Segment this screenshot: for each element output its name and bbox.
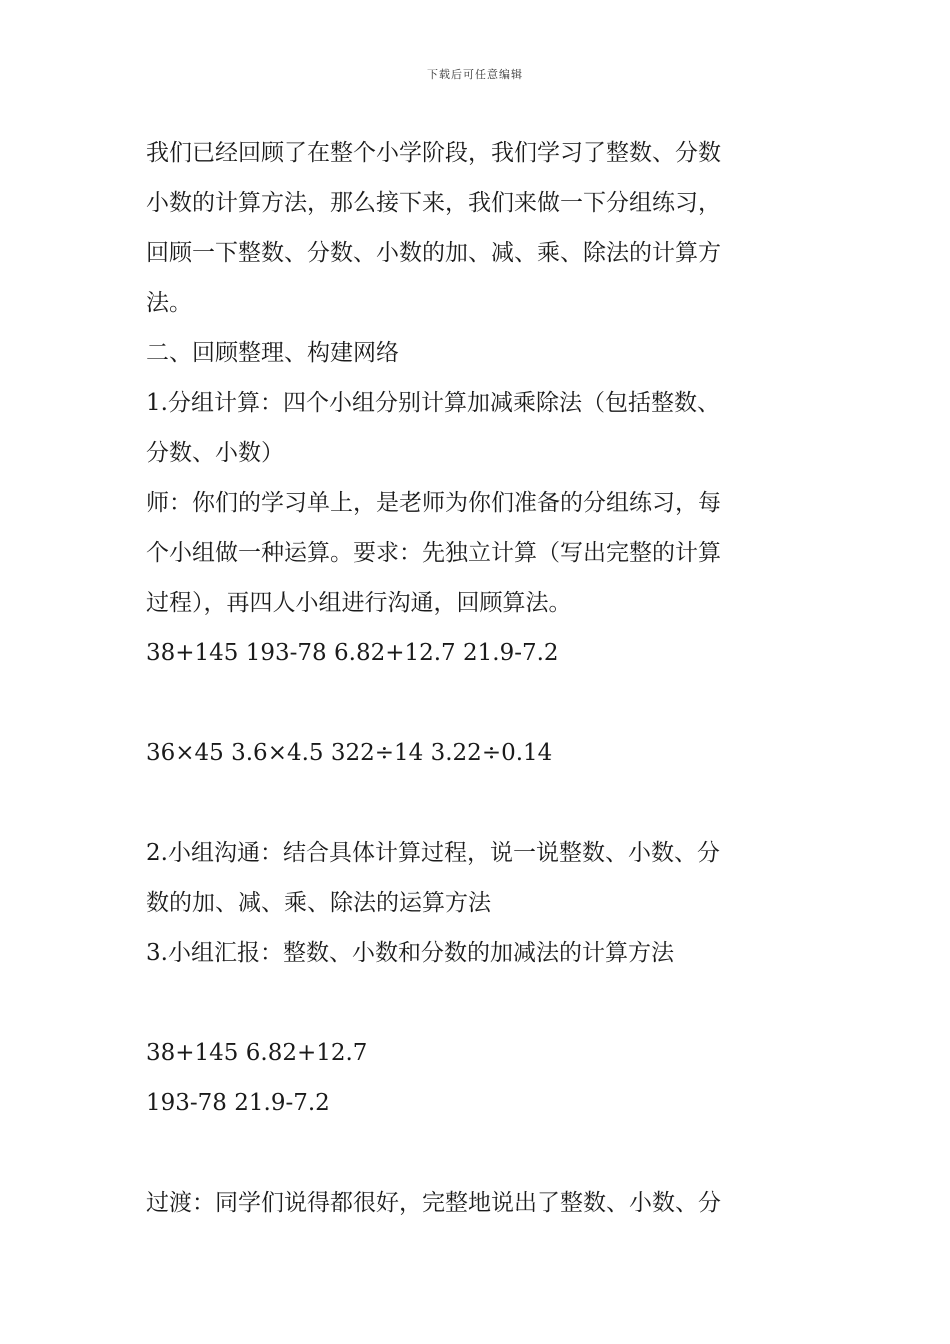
exercise-line: 193-78 21.9-7.2 — [146, 1090, 330, 1116]
paragraph-line: 2.小组沟通：结合具体计算过程，说一说整数、小数、分 — [146, 840, 720, 866]
page-header: 下载后可任意编辑 — [427, 68, 523, 81]
blank-line — [146, 978, 811, 1028]
section-heading: 二、回顾整理、构建网络 — [146, 340, 399, 366]
exercise-line: 36×45 3.6×4.5 322÷14 3.22÷0.14 — [146, 740, 553, 766]
paragraph-line: 小数的计算方法，那么接下来，我们来做一下分组练习， — [146, 190, 721, 216]
document-body — [146, 128, 811, 1228]
blank-line — [146, 678, 811, 728]
paragraph-line: 过程），再四人小组进行沟通，回顾算法。 — [146, 590, 572, 616]
paragraph-line: 数的加、减、乘、除法的运算方法 — [146, 890, 491, 916]
paragraph-line: 过渡：同学们说得都很好，完整地说出了整数、小数、分 — [146, 1190, 721, 1216]
paragraph-line: 我们已经回顾了在整个小学阶段，我们学习了整数、分数 — [146, 140, 721, 166]
paragraph-line: 3.小组汇报：整数、小数和分数的加减法的计算方法 — [146, 940, 674, 966]
paragraph-line: 师：你们的学习单上，是老师为你们准备的分组练习，每 — [146, 490, 721, 516]
exercise-line: 38+145 6.82+12.7 — [146, 1040, 368, 1066]
exercise-line: 38+145 193-78 6.82+12.7 21.9-7.2 — [146, 640, 559, 666]
paragraph-line: 1.分组计算：四个小组分别计算加减乘除法（包括整数、 — [146, 390, 720, 416]
paragraph-line: 法。 — [146, 290, 192, 316]
paragraph-line: 回顾一下整数、分数、小数的加、减、乘、除法的计算方 — [146, 240, 721, 266]
paragraph-line: 分数、小数） — [146, 440, 284, 466]
paragraph-line: 个小组做一种运算。要求：先独立计算（写出完整的计算 — [146, 540, 721, 566]
blank-line — [146, 778, 811, 828]
blank-line — [146, 1128, 811, 1178]
